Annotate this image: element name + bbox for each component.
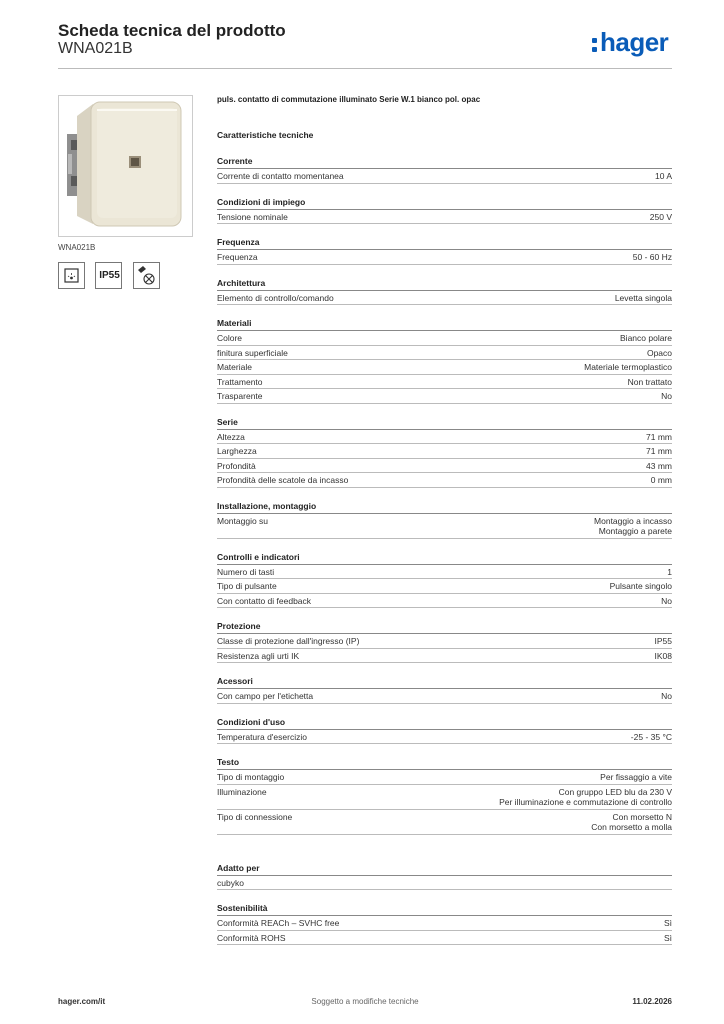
spec-row bbox=[217, 459, 672, 474]
spec-value bbox=[631, 732, 672, 743]
section-title: Condizioni di impiego bbox=[217, 196, 672, 210]
section-title: Frequenza bbox=[217, 236, 672, 250]
spec-value bbox=[650, 212, 672, 223]
section-title: Acessori bbox=[217, 675, 672, 689]
section-title: Serie bbox=[217, 416, 672, 430]
footer-website-link[interactable]: hager.com/it bbox=[58, 997, 106, 1006]
spec-value-line: Sì bbox=[663, 932, 672, 943]
spec-value bbox=[610, 581, 672, 592]
spec-value bbox=[664, 918, 672, 929]
spec-row bbox=[217, 473, 672, 488]
spec-row bbox=[217, 649, 672, 664]
spec-section bbox=[217, 620, 672, 663]
spec-row bbox=[217, 210, 672, 225]
spec-label: Frequenza bbox=[217, 252, 258, 262]
spec-value-line: 71 mm bbox=[646, 446, 672, 456]
spec-value-line: Pulsante singolo bbox=[609, 581, 672, 591]
spec-value bbox=[655, 171, 672, 182]
section-title: Condizioni d'uso bbox=[217, 716, 672, 730]
spec-value-line: Montaggio a incasso bbox=[594, 515, 672, 526]
spec-label: cubyko bbox=[217, 877, 244, 888]
spec-label: Altezza bbox=[217, 431, 245, 442]
section-title: Protezione bbox=[217, 620, 672, 634]
spec-section bbox=[217, 416, 672, 488]
spec-row bbox=[217, 770, 672, 785]
section-title: Sostenibilità bbox=[217, 902, 672, 916]
spec-value bbox=[655, 636, 673, 647]
section-title: Materiali bbox=[217, 317, 672, 331]
spec-value-line: 43 mm bbox=[646, 460, 672, 471]
spec-value-line: No bbox=[661, 391, 672, 401]
spec-label: Tipo di pulsante bbox=[217, 581, 277, 591]
spec-value-line: Levetta singola bbox=[614, 292, 672, 303]
spec-section bbox=[217, 277, 672, 306]
hager-logo bbox=[592, 27, 668, 57]
section-title: Architettura bbox=[217, 277, 672, 291]
specs-heading: Caratteristiche tecniche bbox=[217, 130, 314, 140]
spec-row bbox=[217, 565, 672, 580]
spec-section bbox=[217, 500, 672, 539]
ip55-badge bbox=[95, 262, 122, 289]
spec-row bbox=[217, 444, 672, 459]
spec-label: Montaggio su bbox=[217, 515, 269, 526]
no-spray-icon bbox=[133, 262, 160, 289]
spec-row bbox=[217, 810, 672, 835]
illuminated-button-icon bbox=[58, 262, 85, 289]
spec-value-line: Bianco polare bbox=[620, 333, 672, 343]
ip55-badge-text: IP55 bbox=[99, 270, 120, 281]
spec-label: Classe di protezione dall'ingresso (IP) bbox=[217, 636, 360, 646]
spec-label: Tensione nominale bbox=[217, 211, 288, 222]
spec-value-line: No bbox=[661, 595, 672, 606]
spec-label: finitura superficiale bbox=[217, 347, 288, 358]
spec-value bbox=[661, 691, 672, 702]
spec-section bbox=[217, 551, 672, 609]
spec-value bbox=[655, 651, 673, 662]
spec-value bbox=[628, 377, 672, 388]
spec-row bbox=[217, 689, 672, 704]
spec-label: Larghezza bbox=[217, 446, 257, 456]
header-divider bbox=[58, 68, 672, 69]
spec-label: Conformità ROHS bbox=[217, 932, 286, 943]
spec-value bbox=[646, 446, 672, 457]
spec-value-line: Per fissaggio a vite bbox=[600, 772, 672, 782]
spec-label: Corrente di contatto momentanea bbox=[217, 171, 344, 181]
section-title: Installazione, montaggio bbox=[217, 500, 672, 514]
spec-value-line: 1 bbox=[667, 566, 672, 577]
spec-value-line: IP55 bbox=[654, 636, 672, 646]
spec-value bbox=[620, 333, 672, 344]
spec-value-line: Non trattato bbox=[627, 376, 672, 387]
spec-value bbox=[584, 362, 672, 373]
footer-date: 11.02.2026 bbox=[632, 997, 672, 1006]
spec-value-line: Montaggio a parete bbox=[598, 526, 672, 536]
product-image bbox=[58, 95, 193, 237]
spec-value bbox=[633, 252, 672, 263]
spec-section bbox=[217, 155, 672, 184]
specs-sections bbox=[217, 155, 672, 957]
spec-value-line: Sì bbox=[663, 918, 672, 928]
spec-value-line: 250 V bbox=[649, 211, 672, 222]
spec-value bbox=[661, 391, 672, 402]
spec-label: Con campo per l'etichetta bbox=[217, 691, 314, 701]
spec-value-line: IK08 bbox=[654, 650, 672, 661]
spec-section bbox=[217, 902, 672, 945]
spec-value-line: 10 A bbox=[654, 171, 672, 181]
spec-section bbox=[217, 317, 672, 404]
spec-label: Numero di tasti bbox=[217, 566, 275, 577]
spec-row bbox=[217, 389, 672, 404]
spec-value-line: Per illuminazione e commutazione di controllo bbox=[499, 797, 672, 807]
section-title: Controlli e indicatori bbox=[217, 551, 672, 565]
spec-row bbox=[217, 360, 672, 375]
section-title: Testo bbox=[217, 756, 672, 770]
spec-value bbox=[591, 812, 672, 833]
spec-label: Materiale bbox=[217, 362, 252, 372]
spec-row bbox=[217, 579, 672, 594]
switch-illustration bbox=[59, 96, 192, 236]
spec-value-line: 71 mm bbox=[646, 431, 672, 442]
spec-row bbox=[217, 430, 672, 445]
spec-value-line: Opaco bbox=[646, 347, 672, 358]
spec-label: Colore bbox=[217, 333, 243, 343]
spec-row bbox=[217, 346, 672, 361]
footer-note: Soggetto a modifiche tecniche bbox=[311, 997, 419, 1006]
spec-section bbox=[217, 716, 672, 745]
spec-row bbox=[217, 331, 672, 346]
section-spacer bbox=[217, 847, 672, 862]
spec-value bbox=[661, 596, 672, 607]
spec-label: Conformità REACh – SVHC free bbox=[217, 918, 340, 928]
spec-row bbox=[217, 730, 672, 745]
spec-value bbox=[600, 772, 672, 783]
spec-value-line: No bbox=[661, 691, 672, 701]
section-title: Adatto per bbox=[217, 862, 672, 876]
spec-label: Temperatura d'esercizio bbox=[217, 731, 307, 742]
spec-label: Illuminazione bbox=[217, 786, 267, 797]
spec-label: Trasparente bbox=[217, 391, 263, 401]
spec-section bbox=[217, 862, 672, 891]
spec-value-line: Con gruppo LED blu da 230 V bbox=[558, 786, 672, 797]
spec-row bbox=[217, 634, 672, 649]
spec-row bbox=[217, 250, 672, 265]
spec-value bbox=[664, 933, 672, 944]
spec-row bbox=[217, 291, 672, 306]
section-title: Corrente bbox=[217, 155, 672, 169]
spec-value bbox=[499, 787, 672, 808]
page-title: Scheda tecnica del prodotto bbox=[58, 21, 286, 40]
spec-label: Tipo di connessione bbox=[217, 811, 293, 822]
product-description: puls. contatto di commutazione illuminato Serie W.1 bianco pol. opac bbox=[217, 95, 481, 104]
spec-label: Con contatto di feedback bbox=[217, 595, 312, 606]
spec-row bbox=[217, 876, 672, 891]
spec-value bbox=[646, 432, 672, 443]
spec-row bbox=[217, 785, 672, 810]
spec-value bbox=[615, 293, 672, 304]
spec-row bbox=[217, 916, 672, 931]
spec-label: Resistenza agli urti IK bbox=[217, 650, 300, 661]
image-caption: WNA021B bbox=[58, 243, 96, 252]
spec-label: Profondità delle scatole da incasso bbox=[217, 475, 349, 485]
spec-label: Elemento di controllo/comando bbox=[217, 292, 334, 303]
spec-value-line: Con morsetto N bbox=[612, 811, 672, 822]
product-code: WNA021B bbox=[58, 40, 133, 57]
spec-value-line: 50 - 60 Hz bbox=[632, 252, 672, 262]
logo-text: hager bbox=[600, 27, 669, 57]
spec-section bbox=[217, 756, 672, 835]
spec-value bbox=[647, 348, 672, 359]
logo-dots-icon bbox=[592, 36, 597, 52]
spec-value-line: -25 - 35 °C bbox=[630, 731, 672, 742]
spec-value-line: Con morsetto a molla bbox=[591, 822, 672, 832]
spec-label: Tipo di montaggio bbox=[217, 772, 285, 782]
spec-value bbox=[646, 461, 672, 472]
spec-label: Trattamento bbox=[217, 376, 263, 387]
spec-row bbox=[217, 931, 672, 946]
spec-label: Profondità bbox=[217, 460, 256, 471]
spec-value-line: Materiale termoplastico bbox=[584, 362, 672, 372]
spec-row bbox=[217, 375, 672, 390]
spec-row bbox=[217, 594, 672, 609]
spec-section bbox=[217, 675, 672, 704]
spec-value-line: 0 mm bbox=[650, 475, 672, 485]
spec-row bbox=[217, 169, 672, 184]
spec-section bbox=[217, 236, 672, 265]
spec-value bbox=[594, 516, 672, 537]
spec-row bbox=[217, 514, 672, 539]
spec-value bbox=[651, 475, 672, 486]
spec-value bbox=[667, 567, 672, 578]
spec-section bbox=[217, 196, 672, 225]
